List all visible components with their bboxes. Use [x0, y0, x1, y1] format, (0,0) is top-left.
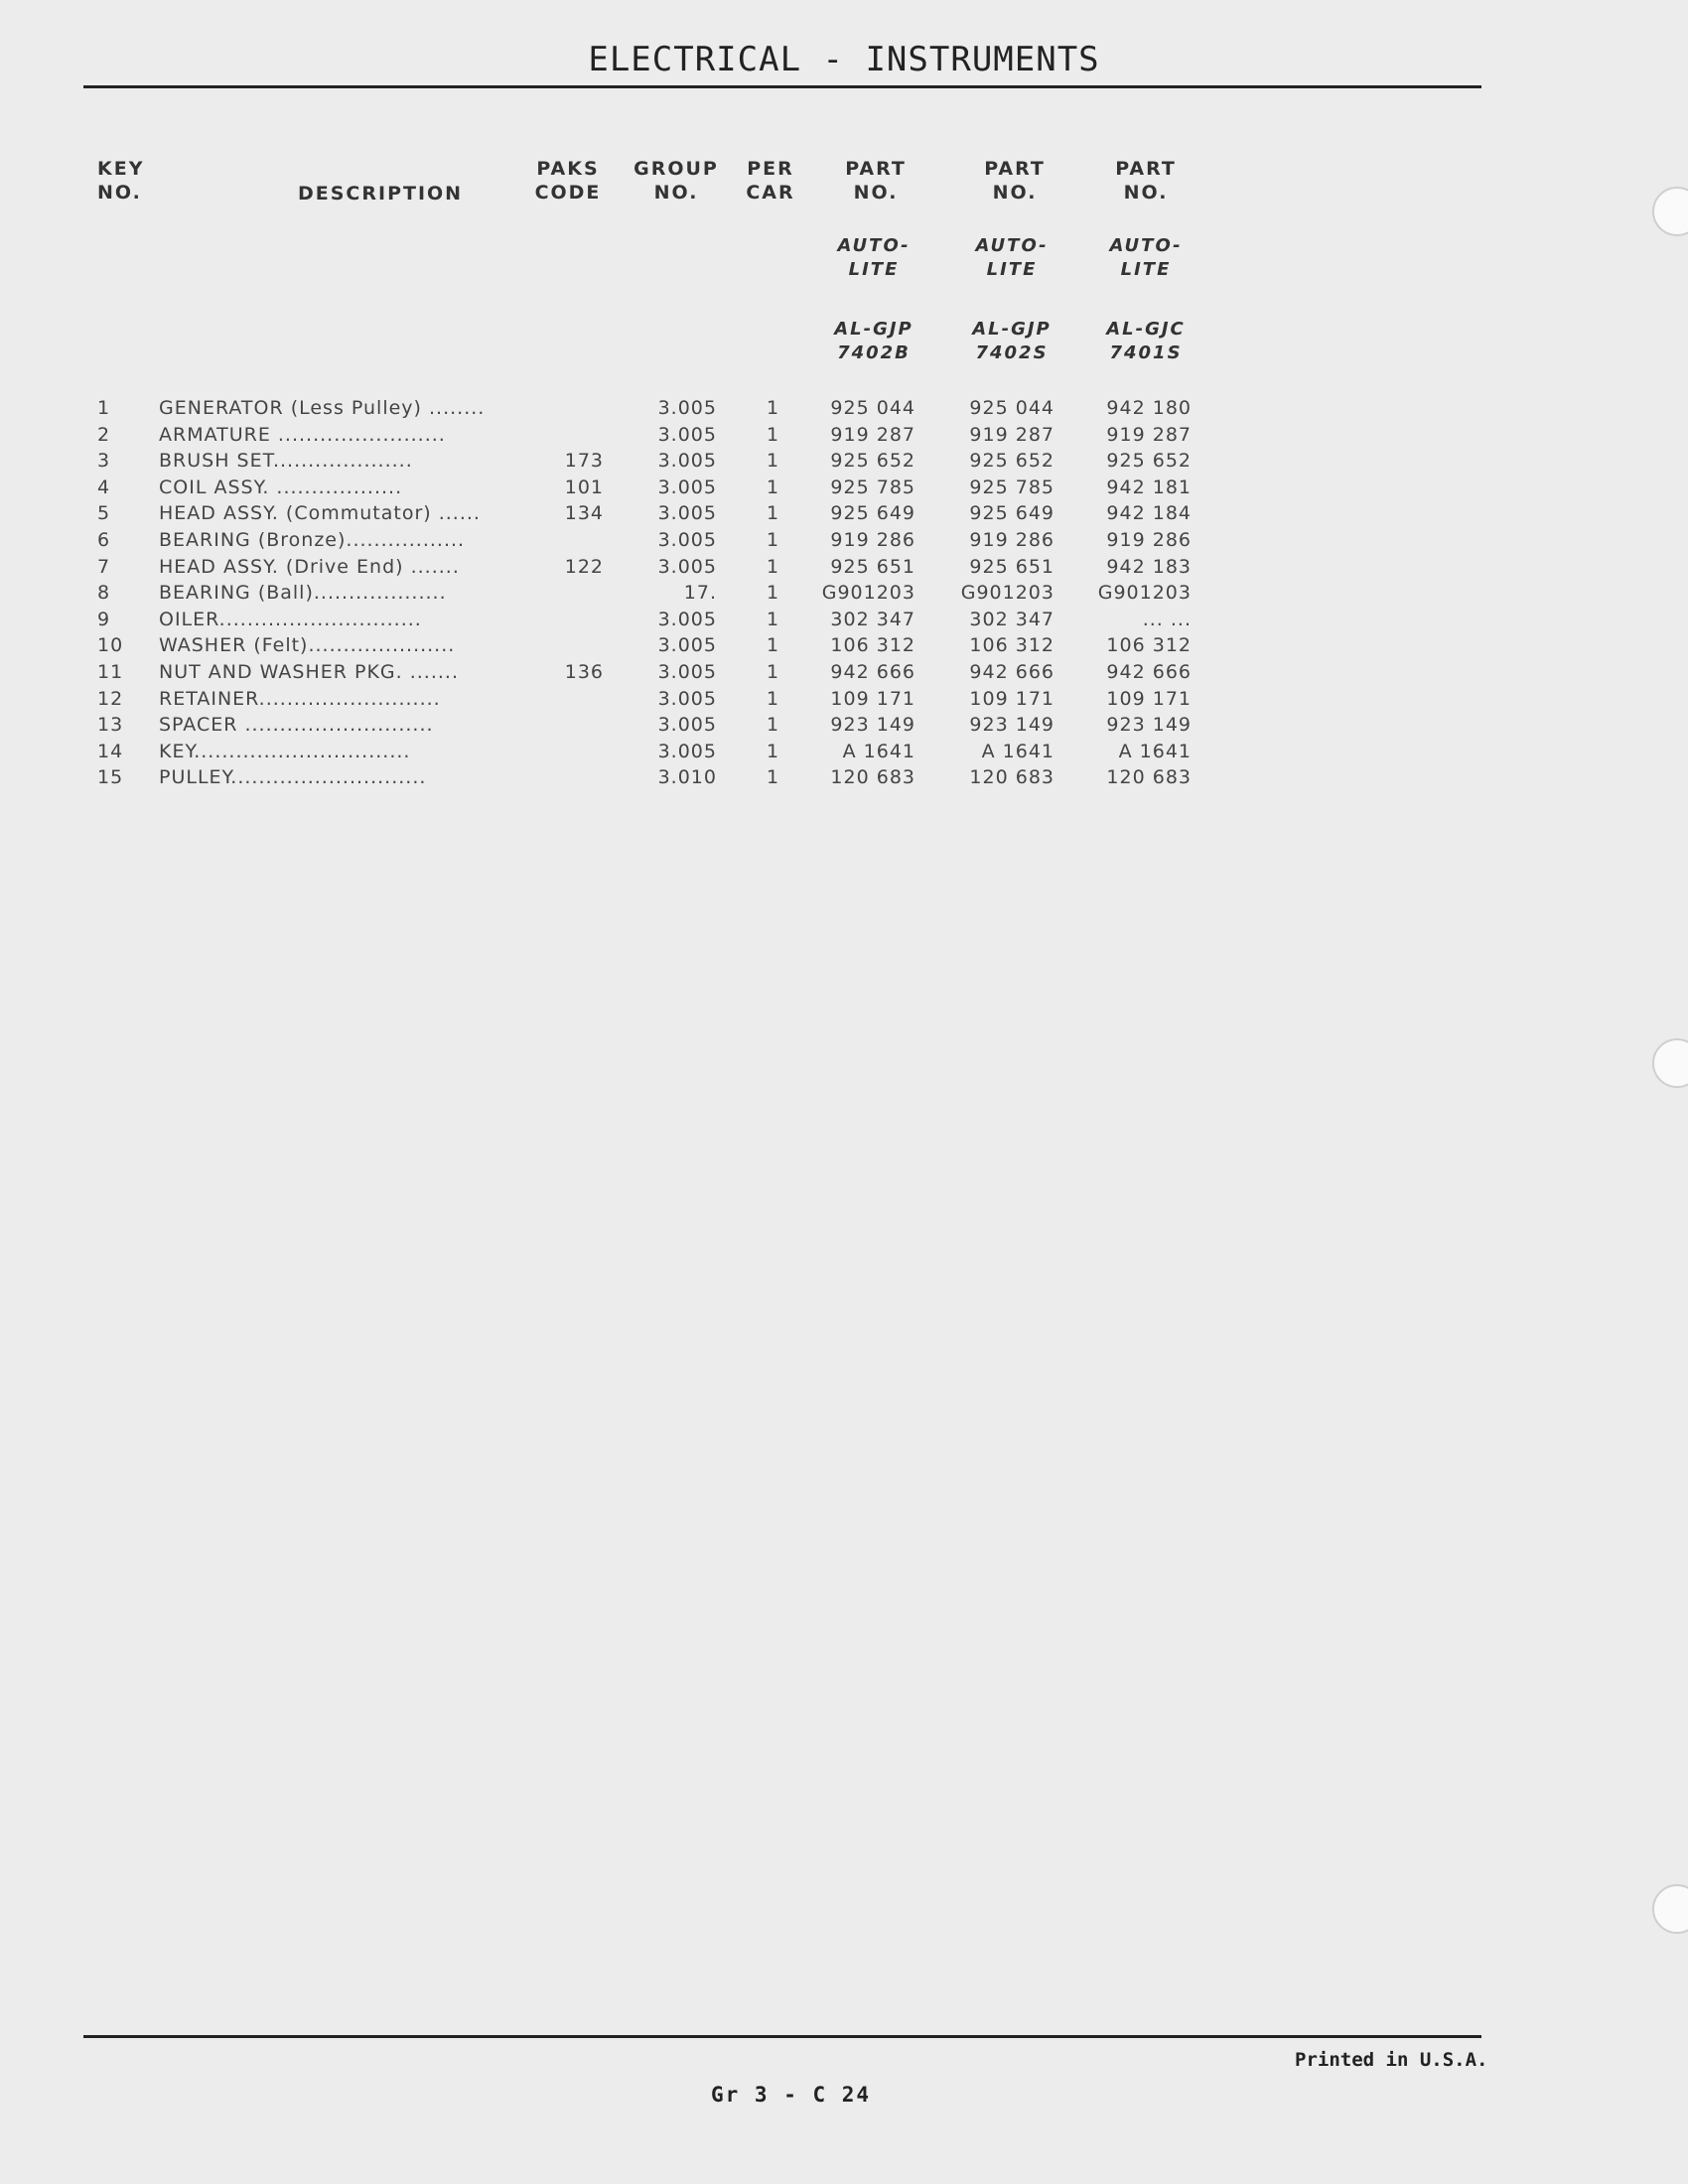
- cell-group-no: 3.010: [657, 766, 717, 789]
- cell-group-no: 3.005: [657, 714, 717, 737]
- cell-key-no: 9: [97, 608, 111, 630]
- cell-group-no: 17.: [683, 582, 717, 605]
- cell-group-no: 3.005: [657, 634, 717, 657]
- cell-part-no-2: 919 286: [969, 528, 1055, 551]
- header-part-no-1: PART NO.: [845, 158, 907, 204]
- cell-per-car: 1: [767, 766, 780, 789]
- model-label-2: AL-GJP 7402S: [972, 319, 1052, 363]
- cell-part-no-3: 942 666: [1106, 660, 1192, 683]
- cell-part-no-2: 925 651: [969, 555, 1055, 578]
- printed-in-usa: Printed in U.S.A.: [1295, 2049, 1488, 2071]
- cell-part-no-3: G901203: [1097, 582, 1192, 605]
- cell-key-no: 15: [97, 766, 124, 789]
- cell-description: RETAINER..........................: [159, 687, 441, 710]
- cell-part-no-3: ... ...: [1142, 608, 1192, 630]
- cell-description: WASHER (Felt).....................: [159, 634, 456, 657]
- cell-paks-code: 134: [564, 502, 604, 525]
- cell-group-no: 3.005: [657, 502, 717, 525]
- cell-part-no-1: 925 652: [830, 450, 915, 473]
- cell-part-no-2: 302 347: [969, 608, 1055, 630]
- cell-description: OILER.............................: [159, 608, 422, 630]
- cell-group-no: 3.005: [657, 528, 717, 551]
- table-row: [0, 422, 1688, 449]
- make-label-1: AUTO- LITE: [837, 235, 911, 280]
- cell-part-no-2: 120 683: [969, 766, 1055, 789]
- cell-group-no: 3.005: [657, 555, 717, 578]
- cell-per-car: 1: [767, 476, 780, 498]
- cell-per-car: 1: [767, 582, 780, 605]
- cell-part-no-2: A 1641: [981, 740, 1055, 762]
- cell-part-no-1: 919 287: [830, 423, 915, 446]
- cell-key-no: 6: [97, 528, 111, 551]
- cell-key-no: 8: [97, 582, 111, 605]
- cell-per-car: 1: [767, 502, 780, 525]
- cell-part-no-2: 925 652: [969, 450, 1055, 473]
- cell-key-no: 3: [97, 450, 111, 473]
- cell-part-no-2: G901203: [960, 582, 1055, 605]
- cell-part-no-3: 919 287: [1106, 423, 1192, 446]
- cell-part-no-1: 106 312: [830, 634, 915, 657]
- cell-part-no-3: 923 149: [1106, 714, 1192, 737]
- cell-part-no-2: 106 312: [969, 634, 1055, 657]
- cell-paks-code: 173: [564, 450, 604, 473]
- model-label-3: AL-GJC 7401S: [1106, 319, 1186, 363]
- table-row: [0, 395, 1688, 422]
- table-row: [0, 500, 1688, 527]
- cell-per-car: 1: [767, 714, 780, 737]
- table-row: [0, 764, 1688, 791]
- cell-group-no: 3.005: [657, 687, 717, 710]
- cell-description: SPACER ...........................: [159, 714, 434, 737]
- cell-part-no-2: 942 666: [969, 660, 1055, 683]
- cell-description: BEARING (Ball)...................: [159, 582, 447, 605]
- cell-part-no-3: 106 312: [1106, 634, 1192, 657]
- cell-description: BEARING (Bronze).................: [159, 528, 466, 551]
- cell-part-no-3: 942 184: [1106, 502, 1192, 525]
- table-row: [0, 527, 1688, 554]
- cell-key-no: 5: [97, 502, 111, 525]
- cell-part-no-1: 109 171: [830, 687, 915, 710]
- cell-key-no: 2: [97, 423, 111, 446]
- cell-per-car: 1: [767, 450, 780, 473]
- binder-hole: [1652, 1038, 1688, 1088]
- cell-part-no-1: 925 649: [830, 502, 915, 525]
- cell-part-no-2: 925 044: [969, 397, 1055, 419]
- cell-part-no-1: 302 347: [830, 608, 915, 630]
- cell-group-no: 3.005: [657, 740, 717, 762]
- make-label-2: AUTO- LITE: [975, 235, 1049, 280]
- table-row: [0, 554, 1688, 581]
- cell-per-car: 1: [767, 555, 780, 578]
- table-row: [0, 475, 1688, 501]
- cell-group-no: 3.005: [657, 450, 717, 473]
- top-rule: [83, 85, 1481, 88]
- table-row: [0, 686, 1688, 713]
- table-row: [0, 739, 1688, 765]
- cell-key-no: 14: [97, 740, 124, 762]
- header-group-no: GROUP NO.: [633, 158, 719, 204]
- cell-part-no-3: A 1641: [1118, 740, 1192, 762]
- cell-group-no: 3.005: [657, 423, 717, 446]
- cell-per-car: 1: [767, 660, 780, 683]
- cell-group-no: 3.005: [657, 660, 717, 683]
- cell-per-car: 1: [767, 423, 780, 446]
- cell-part-no-2: 109 171: [969, 687, 1055, 710]
- cell-part-no-3: 942 181: [1106, 476, 1192, 498]
- cell-key-no: 1: [97, 397, 111, 419]
- cell-description: NUT AND WASHER PKG. .......: [159, 660, 459, 683]
- table-row: [0, 632, 1688, 659]
- cell-per-car: 1: [767, 687, 780, 710]
- header-per-car: PER CAR: [746, 158, 795, 204]
- cell-key-no: 13: [97, 714, 124, 737]
- parts-table: [0, 395, 1688, 791]
- cell-per-car: 1: [767, 528, 780, 551]
- cell-key-no: 12: [97, 687, 124, 710]
- table-row: [0, 712, 1688, 739]
- header-paks-code: PAKS CODE: [534, 158, 602, 204]
- make-label-3: AUTO- LITE: [1109, 235, 1183, 280]
- table-row: [0, 607, 1688, 633]
- cell-part-no-2: 925 649: [969, 502, 1055, 525]
- cell-part-no-3: 942 183: [1106, 555, 1192, 578]
- cell-part-no-2: 925 785: [969, 476, 1055, 498]
- cell-part-no-3: 109 171: [1106, 687, 1192, 710]
- cell-key-no: 7: [97, 555, 111, 578]
- cell-description: KEY...............................: [159, 740, 411, 762]
- cell-description: COIL ASSY. ..................: [159, 476, 403, 498]
- cell-paks-code: 122: [564, 555, 604, 578]
- cell-description: GENERATOR (Less Pulley) ........: [159, 397, 486, 419]
- cell-part-no-3: 925 652: [1106, 450, 1192, 473]
- table-row: [0, 659, 1688, 686]
- bottom-rule: [83, 2035, 1481, 2038]
- cell-part-no-1: 120 683: [830, 766, 915, 789]
- cell-description: BRUSH SET....................: [159, 450, 413, 473]
- header-part-no-3: PART NO.: [1115, 158, 1177, 204]
- cell-part-no-1: 942 666: [830, 660, 915, 683]
- page-title: ELECTRICAL - INSTRUMENTS: [588, 40, 1100, 79]
- cell-paks-code: 101: [564, 476, 604, 498]
- cell-part-no-2: 923 149: [969, 714, 1055, 737]
- cell-description: PULLEY............................: [159, 766, 427, 789]
- cell-part-no-1: 925 044: [830, 397, 915, 419]
- cell-per-car: 1: [767, 740, 780, 762]
- cell-part-no-1: A 1641: [842, 740, 915, 762]
- table-row: [0, 448, 1688, 475]
- cell-part-no-3: 120 683: [1106, 766, 1192, 789]
- table-row: [0, 580, 1688, 607]
- model-label-1: AL-GJP 7402B: [834, 319, 914, 363]
- binder-hole: [1652, 187, 1688, 236]
- cell-per-car: 1: [767, 608, 780, 630]
- cell-part-no-3: 919 286: [1106, 528, 1192, 551]
- cell-group-no: 3.005: [657, 397, 717, 419]
- cell-part-no-1: 925 651: [830, 555, 915, 578]
- cell-group-no: 3.005: [657, 608, 717, 630]
- header-key-no: KEY NO.: [97, 158, 145, 204]
- cell-description: HEAD ASSY. (Drive End) .......: [159, 555, 460, 578]
- cell-part-no-1: 923 149: [830, 714, 915, 737]
- page-number: Gr 3 - C 24: [711, 2083, 872, 2107]
- cell-part-no-2: 919 287: [969, 423, 1055, 446]
- cell-per-car: 1: [767, 397, 780, 419]
- cell-per-car: 1: [767, 634, 780, 657]
- cell-key-no: 11: [97, 660, 124, 683]
- cell-part-no-1: 925 785: [830, 476, 915, 498]
- cell-part-no-1: G901203: [821, 582, 915, 605]
- header-part-no-2: PART NO.: [984, 158, 1046, 204]
- cell-key-no: 10: [97, 634, 124, 657]
- cell-description: ARMATURE ........................: [159, 423, 446, 446]
- cell-part-no-3: 942 180: [1106, 397, 1192, 419]
- cell-description: HEAD ASSY. (Commutator) ......: [159, 502, 481, 525]
- cell-paks-code: 136: [564, 660, 604, 683]
- header-description: DESCRIPTION: [298, 183, 464, 205]
- binder-hole: [1652, 1884, 1688, 1934]
- cell-key-no: 4: [97, 476, 111, 498]
- cell-part-no-1: 919 286: [830, 528, 915, 551]
- cell-group-no: 3.005: [657, 476, 717, 498]
